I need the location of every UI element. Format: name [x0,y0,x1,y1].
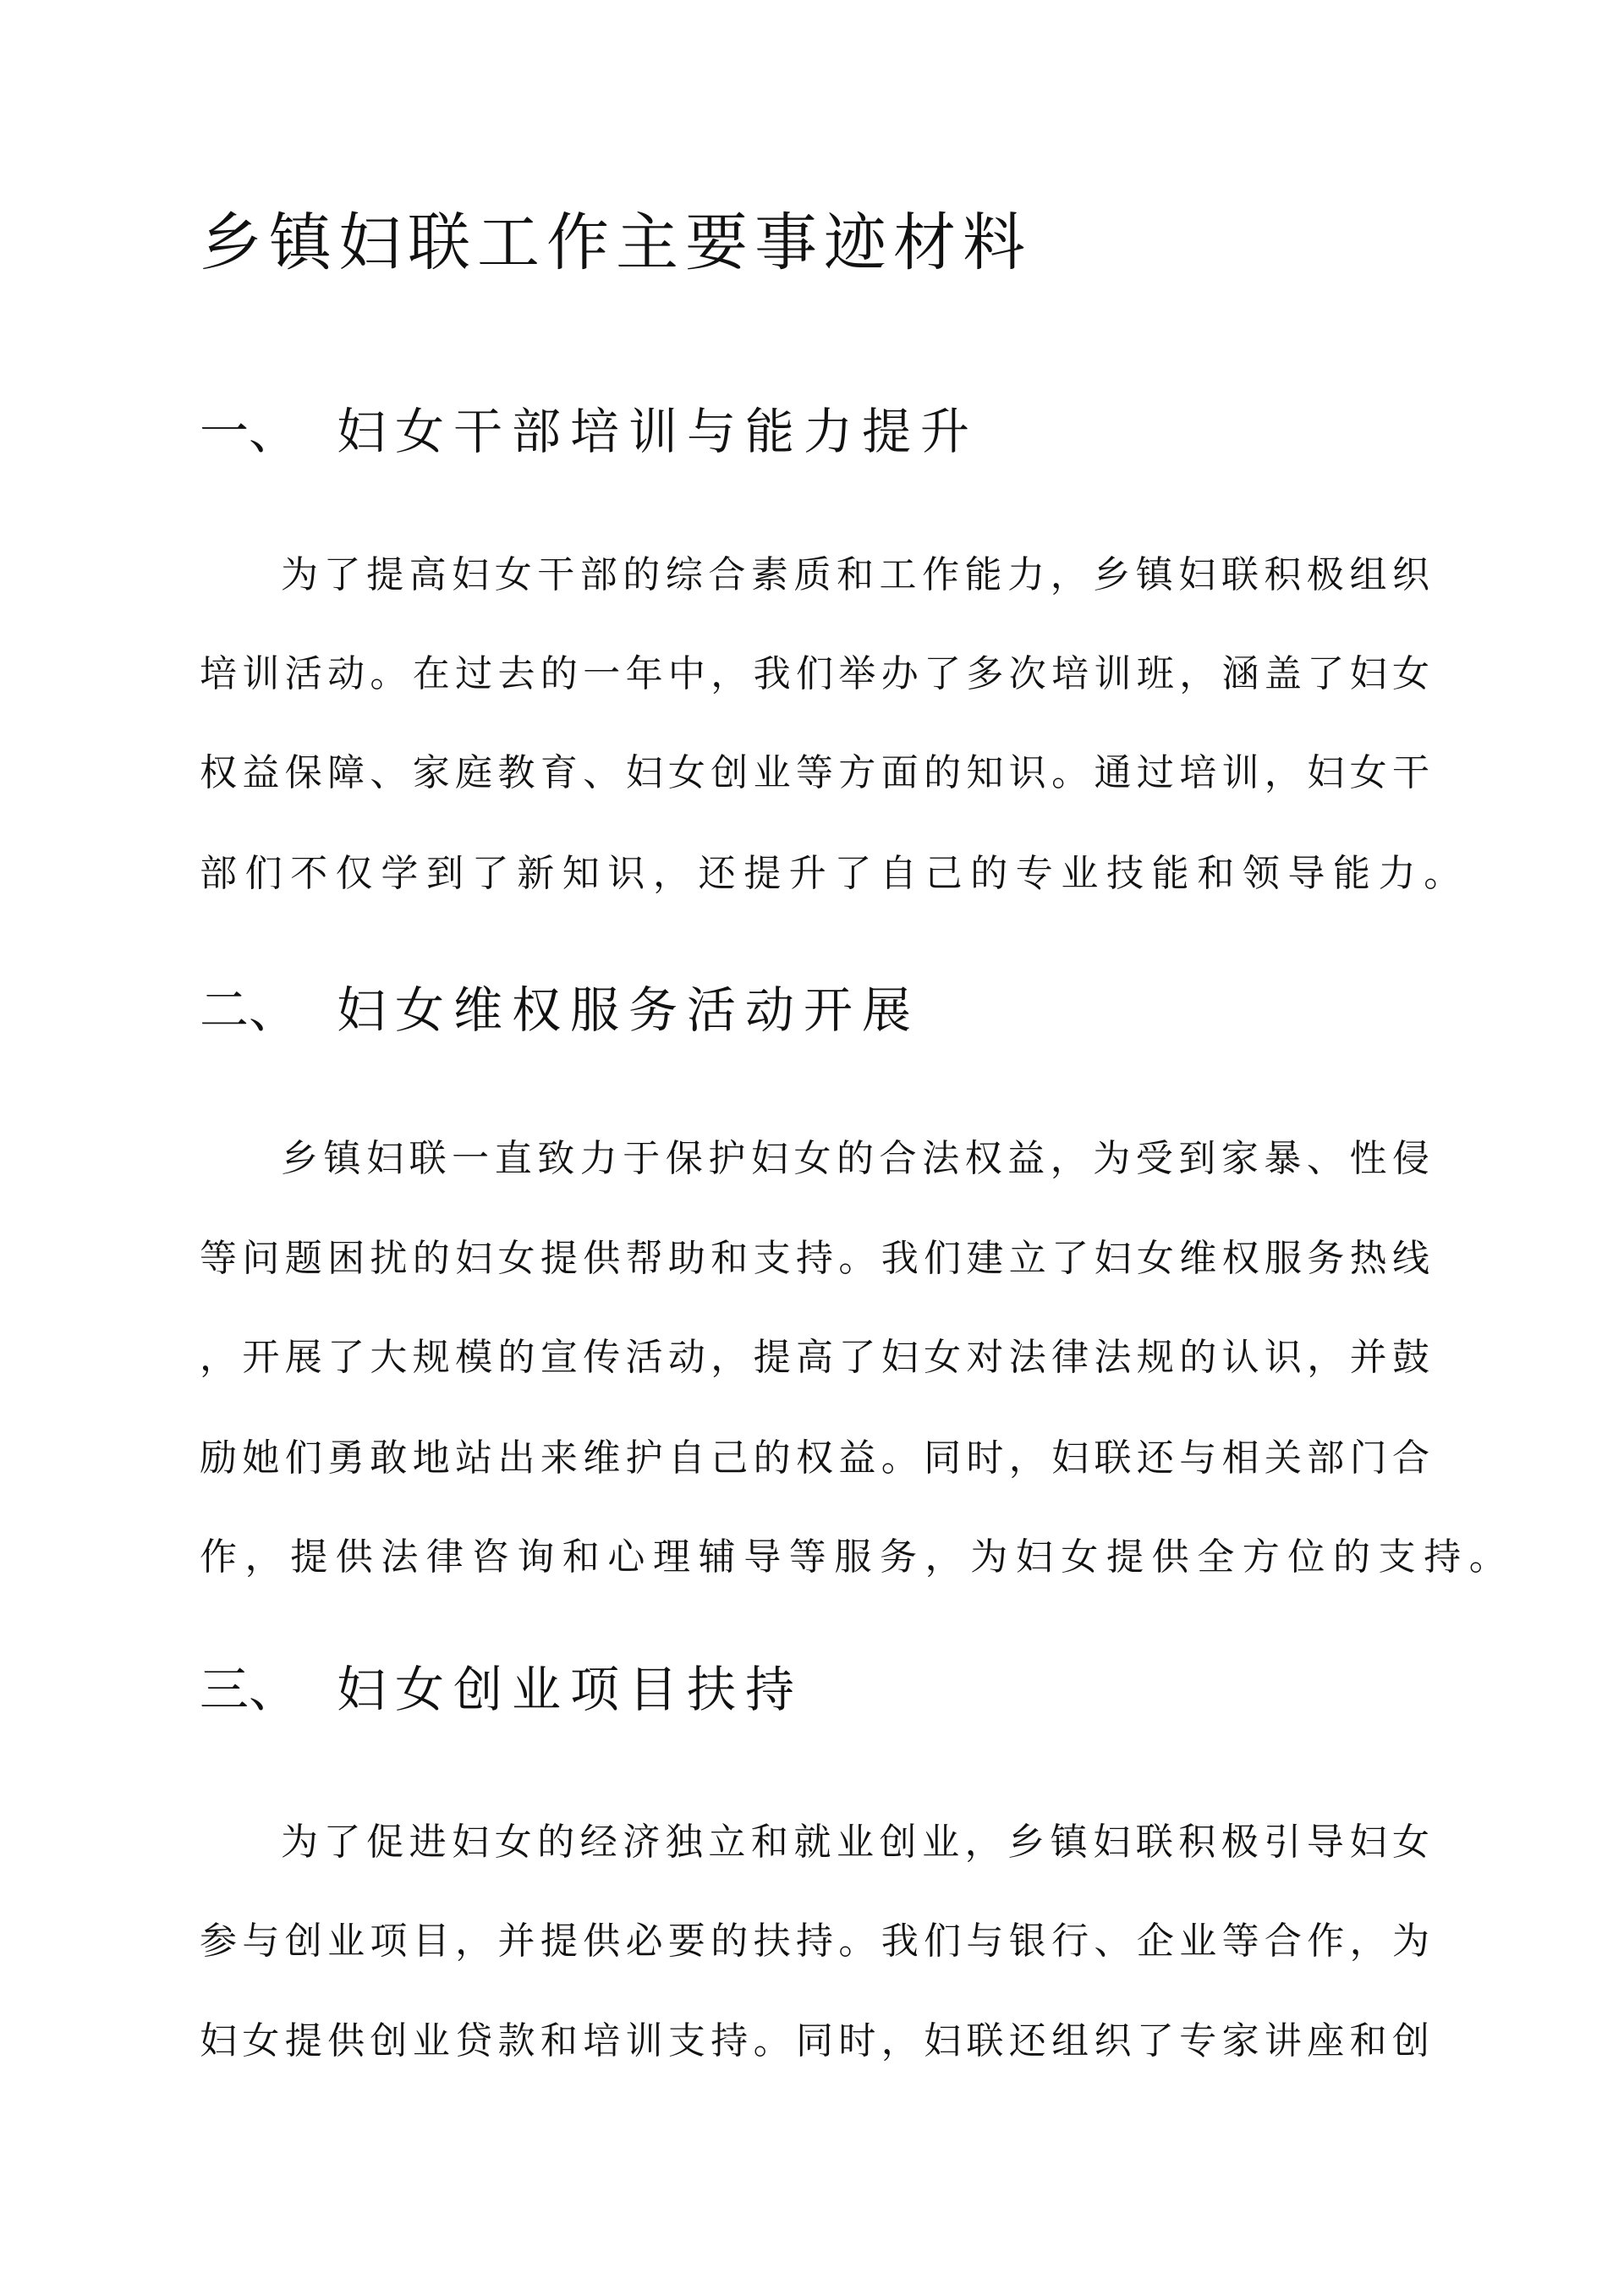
paragraph-line: 部们不仅学到了新知识，还提升了自己的专业技能和领导能力。 [200,853,1469,894]
paragraph-line: ，开展了大规模的宣传活动，提高了妇女对法律法规的认识，并鼓 [200,1337,1429,1378]
paragraph-line: 作，提供法律咨询和心理辅导等服务，为妇女提供全方位的支持。 [200,1536,1515,1578]
section-number: 三、 [200,1662,299,1717]
document-title: 乡镇妇联工作主要事迹材料 [200,209,1032,278]
paragraph-line: 权益保障、家庭教育、妇女创业等方面的知识。通过培训，妇女干 [200,752,1429,794]
section-title: 妇女干部培训与能力提升 [337,404,979,459]
section-number: 一、 [200,404,299,459]
section-title: 妇女维权服务活动开展 [337,983,921,1038]
paragraph-line: 为了提高妇女干部的综合素质和工作能力，乡镇妇联积极组织 [281,554,1429,596]
paragraph-line: 为了促进妇女的经济独立和就业创业，乡镇妇联积极引导妇女 [281,1821,1429,1863]
section-number: 二、 [200,983,299,1038]
paragraph-line: 等问题困扰的妇女提供帮助和支持。我们建立了妇女维权服务热线 [200,1238,1429,1279]
paragraph-line: 培训活动。在过去的一年中，我们举办了多次培训班，涵盖了妇女 [200,653,1429,695]
paragraph-line: 励她们勇敢地站出来维护自己的权益。同时，妇联还与相关部门合 [200,1437,1429,1479]
section-title: 妇女创业项目扶持 [337,1662,804,1717]
paragraph-line: 乡镇妇联一直致力于保护妇女的合法权益，为受到家暴、性侵 [281,1138,1429,1179]
paragraph-line: 妇女提供创业贷款和培训支持。同时，妇联还组织了专家讲座和创 [200,2020,1429,2062]
paragraph-line: 参与创业项目，并提供必要的扶持。我们与银行、企业等合作，为 [200,1920,1429,1962]
